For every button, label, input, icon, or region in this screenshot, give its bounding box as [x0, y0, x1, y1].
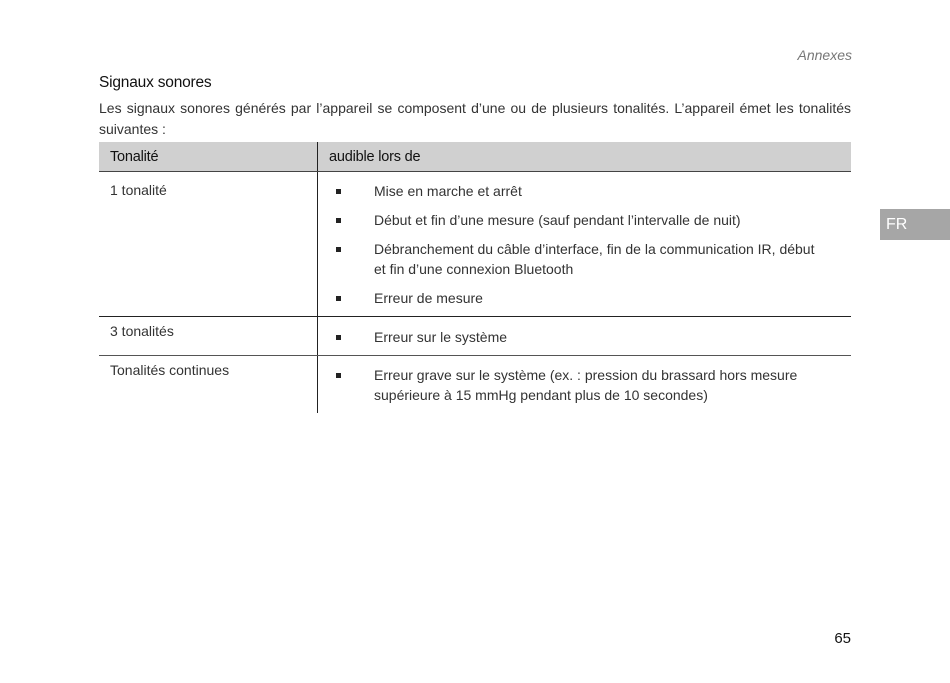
- list-item: [318, 288, 851, 308]
- table-row: [99, 172, 851, 317]
- event-text: Erreur de mesure: [374, 290, 483, 306]
- header-audible: audible lors de: [318, 142, 852, 172]
- language-tab: FR: [880, 209, 950, 240]
- list-item: [318, 239, 851, 279]
- header-tone: Tonalité: [99, 142, 318, 172]
- running-header: Annexes: [797, 47, 852, 63]
- event-text: Début et fin d’une mesure (sauf pendant l’intervalle de nuit): [374, 212, 741, 228]
- tone-cell: Tonalités continues: [99, 356, 318, 414]
- square-bullet-icon: [336, 296, 341, 301]
- events-cell: [318, 172, 852, 317]
- square-bullet-icon: [336, 189, 341, 194]
- event-text: Erreur grave sur le système (ex. : pression du brassard hors mesure supérieure à 15 mmHg pendant plus de 10 secondes): [374, 367, 798, 403]
- list-item: [318, 327, 851, 347]
- list-item: [318, 181, 851, 201]
- tone-cell: 1 tonalité: [99, 172, 318, 317]
- event-list: [318, 172, 851, 316]
- table-row: [99, 356, 851, 414]
- event-list: [318, 356, 851, 413]
- events-cell: [318, 317, 852, 356]
- list-item: [318, 210, 851, 230]
- square-bullet-icon: [336, 247, 341, 252]
- page-number: 65: [834, 630, 851, 647]
- square-bullet-icon: [336, 373, 341, 378]
- intro-paragraph: Les signaux sonores générés par l’appareil se composent d’une ou de plusieurs tonalités. L’appareil émet les tonalités suivantes :: [99, 100, 851, 137]
- events-cell: [318, 356, 852, 414]
- section-title: Signaux sonores: [99, 74, 212, 91]
- event-text: Mise en marche et arrêt: [374, 183, 522, 199]
- event-text: Débranchement du câble d’interface, fin de la communication IR, début et fin d’une connexion Bluetooth: [374, 241, 815, 277]
- tone-cell: 3 tonalités: [99, 317, 318, 356]
- square-bullet-icon: [336, 218, 341, 223]
- list-item: [318, 365, 851, 405]
- event-list: [318, 317, 851, 355]
- event-text: Erreur sur le système: [374, 329, 508, 345]
- square-bullet-icon: [336, 335, 341, 340]
- table-row: [99, 317, 851, 356]
- table-header-row: [99, 142, 851, 172]
- tone-table: [99, 142, 851, 413]
